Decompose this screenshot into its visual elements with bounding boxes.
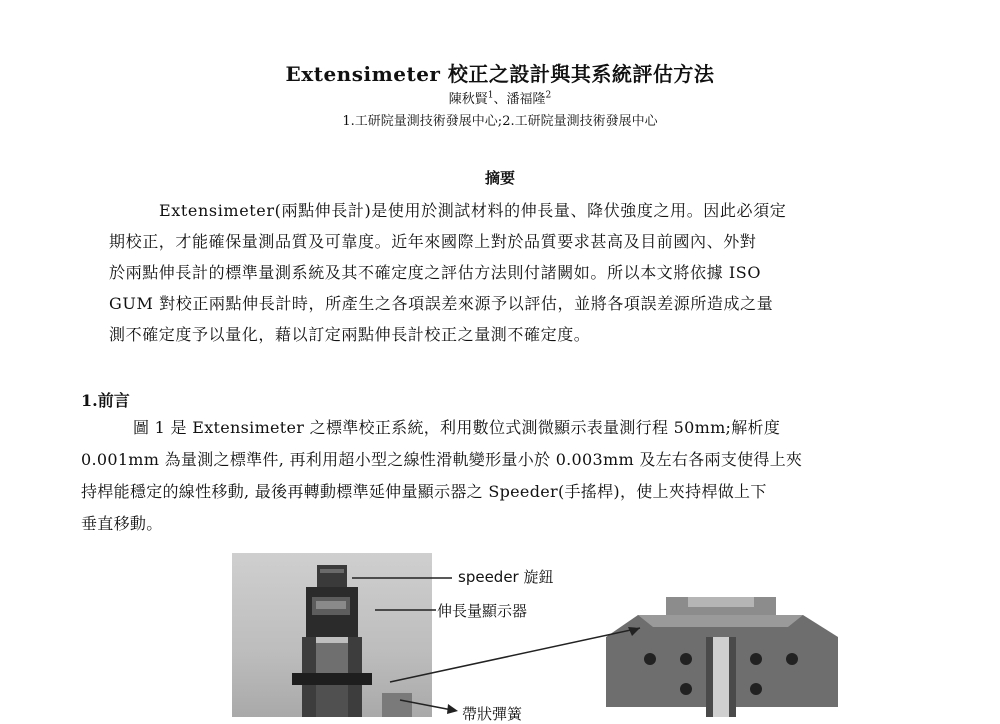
- abstract-heading: 摘要: [484, 169, 515, 187]
- intro-line: 圖 1 是 Extensimeter 之標準校正系統，利用數位式測微顯示表量測行程 50mm;解析度: [133, 418, 781, 437]
- intro-line: 0.001mm 為量測之標準件, 再利用超小型之線性滑軌變形量小於 0.003mm 及左右各兩支使得上夾: [81, 450, 803, 469]
- abstract-line: 期校正，才能確保量測品質及可靠度。近年來國際上對於品質要求甚高及目前國內、外對: [109, 232, 757, 251]
- paper-title: Extensimeter 校正之設計與其系統評估方法: [285, 62, 715, 86]
- author-1: 陳秋賢: [448, 92, 488, 107]
- abstract-line: Extensimeter(兩點伸長計)是使用於測試材料的伸長量、降伏強度之用。因此必須定: [159, 201, 787, 220]
- label-speeder-knob: speeder 旋鈕: [458, 568, 554, 586]
- intro-line: 垂直移動。: [81, 514, 163, 533]
- author-1-sup: 1: [487, 90, 494, 101]
- section-1-heading: 1.前言: [81, 391, 130, 410]
- abstract-line: 於兩點伸長計的標準量測系統及其不確定度之評估方法則付諸闕如。所以本文將依據 ISO: [109, 263, 762, 282]
- author-separator: 、: [493, 92, 507, 107]
- label-strip-spring: 帶狀彈簧: [462, 705, 523, 723]
- affiliations: 1.工研院量測技術發展中心;2.工研院量測技術發展中心: [342, 114, 658, 129]
- author-2: 潘福隆: [506, 92, 546, 107]
- abstract-line: 測不確定度予以量化，藉以訂定兩點伸長計校正之量測不確定度。: [109, 325, 591, 344]
- intro-line: 持桿能穩定的線性移動, 最後再轉動標準延伸量顯示器之 Speeder(手搖桿)，使上夾持桿做上下: [81, 482, 767, 501]
- abstract-line: GUM 對校正兩點伸長計時，所產生之各項誤差來源予以評估，並將各項誤差源所造成之量: [109, 294, 774, 313]
- author-2-sup: 2: [545, 90, 552, 101]
- label-extension-display: 伸長量顯示器: [437, 602, 528, 620]
